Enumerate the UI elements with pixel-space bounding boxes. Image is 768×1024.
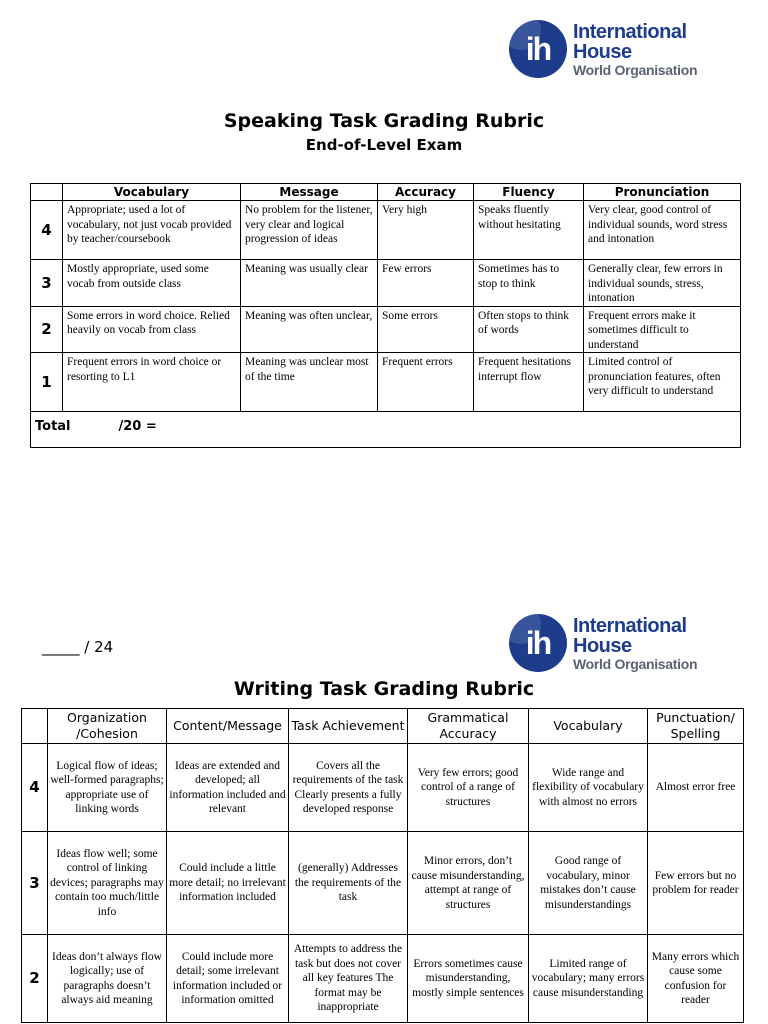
total-value: /20 = — [118, 419, 157, 434]
writing-header-cell: Vocabulary — [529, 709, 648, 744]
writing-header-cell — [22, 709, 48, 744]
writing-header-cell: Task Achievement — [289, 709, 408, 744]
score-cell: 3 — [22, 832, 48, 935]
logo-line-2: House — [573, 40, 632, 63]
rubric-cell: Frequent errors in word choice or resorting to L1 — [63, 353, 241, 412]
ih-logo-mark: ih — [525, 30, 551, 67]
writing-header-cell: Grammatical Accuracy — [408, 709, 529, 744]
rubric-cell: (generally) Addresses the requirements of the task — [289, 832, 408, 935]
logo-line-1: International — [573, 614, 687, 637]
writing-row — [22, 935, 744, 1023]
total-cell — [31, 412, 741, 448]
rubric-cell: Could include more detail; some irrelevant information included or information omitted — [167, 935, 289, 1023]
rubric-cell: Limited range of vocabulary; many errors cause misunderstanding — [529, 935, 648, 1023]
speaking-header-cell: Accuracy — [378, 184, 474, 201]
speaking-header-cell: Pronunciation — [584, 184, 741, 201]
rubric-cell: Errors sometimes cause misunderstanding, mostly simple sentences — [408, 935, 529, 1023]
speaking-subtitle: End-of-Level Exam — [305, 136, 463, 154]
ih-logo — [509, 614, 697, 672]
ih-logo-mark: ih — [525, 624, 551, 661]
rubric-cell: Ideas don’t always flow logically; use of paragraphs doesn’t always aid meaning — [48, 935, 167, 1023]
ih-logo — [509, 20, 697, 78]
writing-header-cell: Punctuation/ Spelling — [648, 709, 744, 744]
rubric-cell: Some errors — [378, 306, 474, 353]
speaking-header-cell: Vocabulary — [63, 184, 241, 201]
speaking-header-cell — [31, 184, 63, 201]
rubric-cell: Very few errors; good control of a range of structures — [408, 744, 529, 832]
rubric-cell: Few errors — [378, 260, 474, 307]
score-cell: 2 — [31, 306, 63, 353]
rubric-cell: Ideas flow well; some control of linking devices; paragraphs may contain too much/little info — [48, 832, 167, 935]
speaking-row — [31, 353, 741, 412]
speaking-row — [31, 306, 741, 353]
rubric-cell: Few errors but no problem for reader — [648, 832, 744, 935]
score-cell: 4 — [31, 201, 63, 260]
rubric-cell: Speaks fluently without hesitating — [474, 201, 584, 260]
rubric-cell: Minor errors, don’t cause misunderstanding, attempt at range of structures — [408, 832, 529, 935]
speaking-header-cell: Fluency — [474, 184, 584, 201]
rubric-cell: Meaning was unclear most of the time — [241, 353, 378, 412]
score-cell: 4 — [22, 744, 48, 832]
logo-line-3: World Organisation — [573, 61, 698, 78]
rubric-cell: Almost error free — [648, 744, 744, 832]
rubric-cell: Some errors in word choice. Relied heavily on vocab from class — [63, 306, 241, 353]
speaking-row — [31, 260, 741, 307]
rubric-cell: Ideas are extended and developed; all information included and relevant — [167, 744, 289, 832]
writing-header-cell: Organization /Cohesion — [48, 709, 167, 744]
speaking-header-cell: Message — [241, 184, 378, 201]
rubric-cell: Meaning was usually clear — [241, 260, 378, 307]
speaking-total-row — [31, 412, 741, 448]
writing-row — [22, 832, 744, 935]
rubric-cell: Logical flow of ideas; well-formed paragraphs; appropriate use of linking words — [48, 744, 167, 832]
rubric-cell: Covers all the requirements of the task Clearly presents a fully developed response — [289, 744, 408, 832]
writing-rubric-table — [21, 708, 744, 1023]
rubric-cell: Frequent errors make it sometimes difficult to understand — [584, 306, 741, 353]
rubric-cell: Wide range and flexibility of vocabulary with almost no errors — [529, 744, 648, 832]
score-cell: 1 — [31, 353, 63, 412]
rubric-cell: Meaning was often unclear, — [241, 306, 378, 353]
rubric-cell: Often stops to think of words — [474, 306, 584, 353]
rubric-cell: Many errors which cause some confusion for reader — [648, 935, 744, 1023]
speaking-rubric-table — [30, 183, 741, 448]
rubric-cell: Appropriate; used a lot of vocabulary, not just vocab provided by teacher/coursebook — [63, 201, 241, 260]
rubric-cell: Sometimes has to stop to think — [474, 260, 584, 307]
writing-header-cell: Content/Message — [167, 709, 289, 744]
writing-header-row — [22, 709, 744, 744]
writing-score-line: _____ / 24 — [42, 638, 114, 656]
rubric-cell: Limited control of pronunciation features, often very difficult to understand — [584, 353, 741, 412]
rubric-cell: Mostly appropriate, used some vocab from outside class — [63, 260, 241, 307]
score-cell: 2 — [22, 935, 48, 1023]
rubric-cell: Frequent hesitations interrupt flow — [474, 353, 584, 412]
ih-logo-circle — [509, 20, 567, 78]
speaking-row — [31, 201, 741, 260]
logo-line-1: International — [573, 20, 687, 43]
rubric-cell: Very clear, good control of individual sounds, word stress and intonation — [584, 201, 741, 260]
rubric-cell: Could include a little more detail; no irrelevant information included — [167, 832, 289, 935]
writing-title: Writing Task Grading Rubric — [233, 678, 535, 700]
rubric-cell: Good range of vocabulary, minor mistakes don’t cause misunderstandings — [529, 832, 648, 935]
logo-line-2: House — [573, 634, 632, 657]
rubric-cell: Very high — [378, 201, 474, 260]
total-label: Total — [35, 419, 71, 434]
logo-line-3: World Organisation — [573, 655, 698, 672]
rubric-cell: Generally clear, few errors in individual sounds, stress, intonation — [584, 260, 741, 307]
speaking-title: Speaking Task Grading Rubric — [223, 110, 545, 132]
speaking-header-row — [31, 184, 741, 201]
rubric-cell: No problem for the listener, very clear and logical progression of ideas — [241, 201, 378, 260]
score-cell: 3 — [31, 260, 63, 307]
writing-row — [22, 744, 744, 832]
rubric-cell: Frequent errors — [378, 353, 474, 412]
rubric-cell: Attempts to address the task but does not cover all key features The format may be inappropriate — [289, 935, 408, 1023]
ih-logo-circle — [509, 614, 567, 672]
